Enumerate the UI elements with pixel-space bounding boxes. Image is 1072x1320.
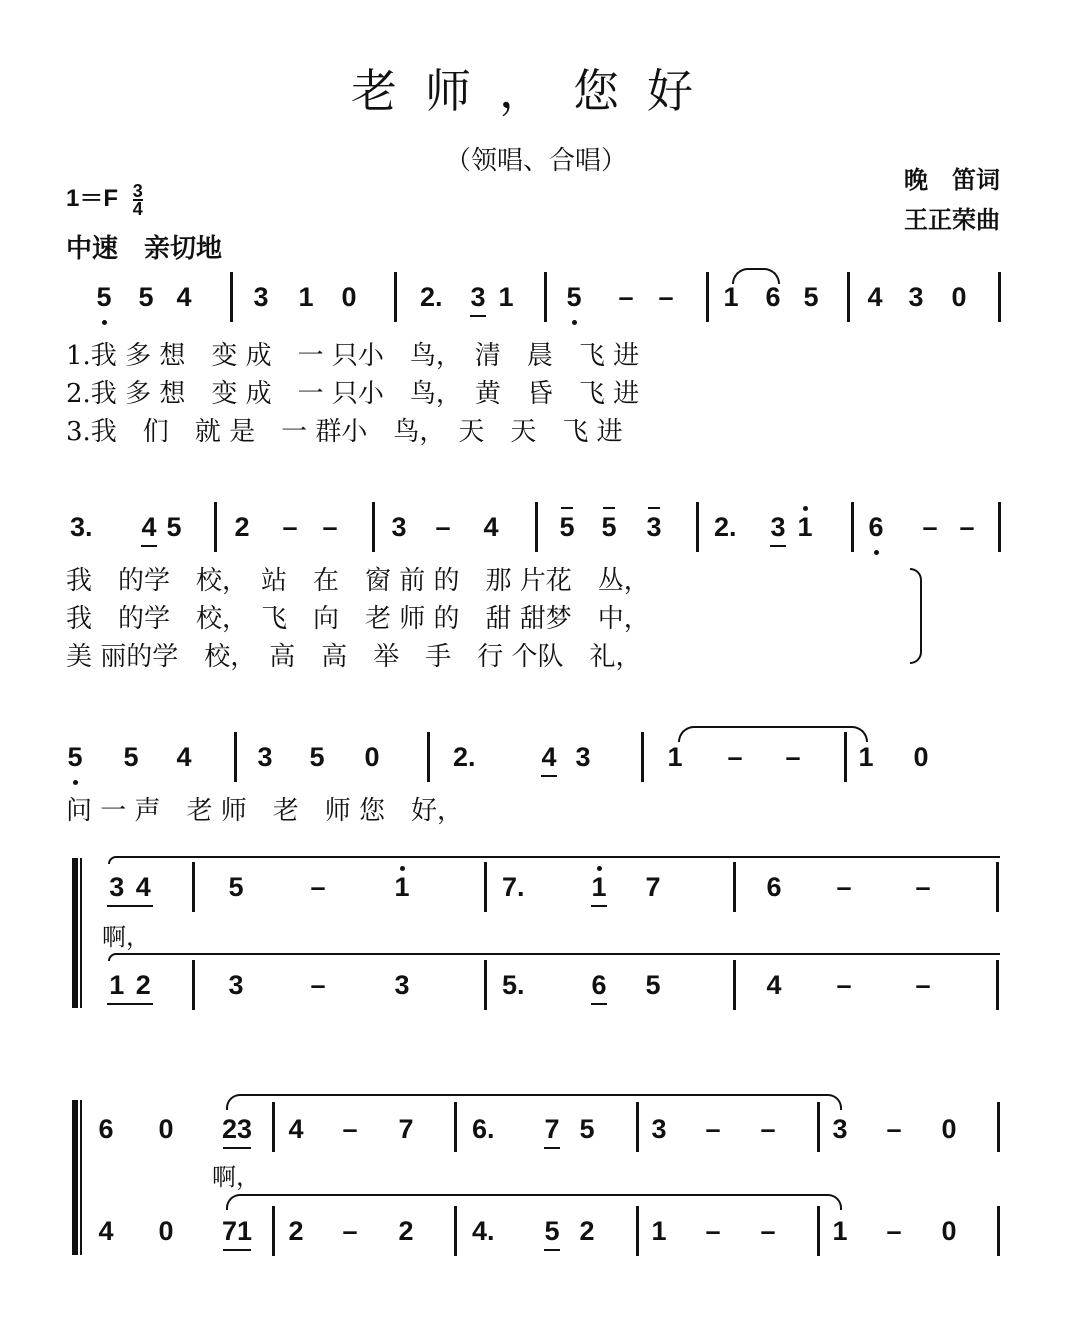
dash: – xyxy=(915,970,931,1000)
note: 6. xyxy=(472,1114,495,1144)
note: 1 xyxy=(794,512,816,543)
note: 7 xyxy=(398,1114,414,1144)
note: 3 xyxy=(228,970,244,1000)
note: 3 xyxy=(391,512,407,542)
barline xyxy=(706,272,709,322)
note: 4 xyxy=(176,742,192,772)
dash: – xyxy=(705,1114,721,1144)
note: 4 xyxy=(138,512,160,543)
phrase-slur-lower xyxy=(108,953,1000,961)
dash: – xyxy=(705,1216,721,1246)
note: 3 xyxy=(908,282,924,312)
note: 0 xyxy=(941,1114,957,1144)
note: 6 xyxy=(765,282,781,312)
note: 1 2 xyxy=(104,970,156,1001)
note: 5 xyxy=(579,1114,595,1144)
note: 4 xyxy=(176,282,192,312)
dash: – xyxy=(760,1216,776,1246)
note: 2 xyxy=(234,512,250,542)
note: 3 xyxy=(575,742,591,772)
note: 5 xyxy=(563,282,585,313)
dash: – xyxy=(760,1114,776,1144)
note: 5 xyxy=(138,282,154,312)
note: 3 xyxy=(832,1114,848,1144)
note: 0 xyxy=(341,282,357,312)
note: 4 xyxy=(288,1114,304,1144)
note: 3 xyxy=(467,282,489,313)
dash: – xyxy=(727,742,743,772)
note: 6 xyxy=(865,512,887,543)
dash: – xyxy=(658,282,674,312)
note: 5 xyxy=(803,282,819,312)
barline xyxy=(454,1206,457,1256)
note: 6 xyxy=(98,1114,114,1144)
dash: – xyxy=(886,1114,902,1144)
barline xyxy=(817,1102,820,1152)
barline xyxy=(394,272,397,322)
note: 4 xyxy=(483,512,499,542)
note: 5 xyxy=(123,742,139,772)
time-sig-bottom: 4 xyxy=(132,198,143,219)
dash: – xyxy=(342,1114,358,1144)
lyric-ah: 啊， xyxy=(102,923,150,951)
system-bracket xyxy=(72,1100,78,1255)
note: 5 xyxy=(309,742,325,772)
dash: – xyxy=(785,742,801,772)
slur xyxy=(732,268,780,284)
note: 3 xyxy=(257,742,273,772)
song-title: 老师，您好 xyxy=(351,64,721,118)
dash: – xyxy=(836,872,852,902)
note: 5 xyxy=(598,512,620,543)
note: 6 xyxy=(766,872,782,902)
note: 71 xyxy=(221,1216,253,1246)
barline xyxy=(535,502,538,552)
note: 5 xyxy=(228,872,244,902)
note: 5. xyxy=(502,970,525,1000)
dash: – xyxy=(322,512,338,542)
note: 3 xyxy=(394,970,410,1000)
dash: – xyxy=(342,1216,358,1246)
note: 0 xyxy=(913,742,929,772)
barline xyxy=(272,1206,275,1256)
note: 2 xyxy=(288,1216,304,1246)
barline xyxy=(847,272,850,322)
barline xyxy=(997,1102,1000,1152)
lyric-verse3: 3.我 们 就 是 一 群小 鸟， 天 天 飞 进 xyxy=(66,417,623,447)
note: 5 xyxy=(93,282,115,313)
barline xyxy=(454,1102,457,1152)
time-sig-top: 3 xyxy=(132,180,143,201)
note: 0 xyxy=(951,282,967,312)
phrase-slur-lower xyxy=(226,1194,842,1210)
barline xyxy=(544,272,547,322)
note: 2 xyxy=(398,1216,414,1246)
barline xyxy=(214,502,217,552)
song-subtitle: （领唱、合唱） xyxy=(444,146,627,176)
composer-credit: 王正荣曲 xyxy=(904,206,1000,234)
dash: – xyxy=(310,872,326,902)
note: 1 xyxy=(498,282,514,312)
barline xyxy=(997,1206,1000,1256)
key-signature xyxy=(66,178,143,217)
dash: – xyxy=(886,1216,902,1246)
dash: – xyxy=(435,512,451,542)
dash: – xyxy=(915,872,931,902)
note: 1 xyxy=(858,742,874,772)
note: 3 xyxy=(651,1114,667,1144)
lyric-verse1: 1.我 多 想 变 成 一 只小 鸟， 清 晨 飞 进 xyxy=(66,341,640,371)
lyric-verse2: 2.我 多 想 变 成 一 只小 鸟， 黄 昏 飞 进 xyxy=(66,379,640,409)
note: 4 xyxy=(538,742,560,773)
barline xyxy=(192,862,195,912)
note: 2 xyxy=(579,1216,595,1246)
dash: – xyxy=(922,512,938,542)
barline xyxy=(192,960,195,1010)
barline xyxy=(696,502,699,552)
note: 1 xyxy=(298,282,314,312)
note: 0 xyxy=(941,1216,957,1246)
barline xyxy=(817,1206,820,1256)
lyric-verse2: 我 的学 校， 飞 向 老 师 的 甜 甜梦 中， xyxy=(66,604,650,634)
note: 1 xyxy=(832,1216,848,1246)
barline xyxy=(733,862,736,912)
phrase-slur-upper xyxy=(108,856,1000,864)
note: 4 xyxy=(98,1216,114,1246)
dash: – xyxy=(310,970,326,1000)
note: 5 xyxy=(645,970,661,1000)
phrase-slur-upper xyxy=(226,1094,842,1110)
verse-brace xyxy=(910,568,922,664)
barline xyxy=(636,1102,639,1152)
note: 5 xyxy=(556,512,578,543)
system-bracket-thin xyxy=(80,858,82,1008)
note: 3 xyxy=(253,282,269,312)
barline xyxy=(427,732,430,782)
note: 0 xyxy=(158,1114,174,1144)
dash: – xyxy=(282,512,298,542)
note: 2. xyxy=(714,512,737,542)
lyricist-credit: 晚 笛词 xyxy=(904,166,1000,194)
barline xyxy=(484,862,487,912)
barline xyxy=(372,502,375,552)
note: 5 xyxy=(166,512,182,542)
note: 7 xyxy=(645,872,661,902)
barline xyxy=(484,960,487,1010)
note: 5 xyxy=(64,742,86,773)
time-signature xyxy=(132,180,143,219)
barline xyxy=(230,272,233,322)
note: 3 4 xyxy=(104,872,156,903)
barline xyxy=(998,502,1001,552)
dash: – xyxy=(959,512,975,542)
note: 23 xyxy=(221,1114,253,1144)
lyric-verse3: 美 丽的学 校， 高 高 举 手 行 个队 礼， xyxy=(66,642,642,672)
lyric-ah: 啊， xyxy=(212,1163,260,1191)
barline xyxy=(996,862,999,912)
note: 3 xyxy=(643,512,665,543)
barline xyxy=(998,272,1001,322)
note: 5 xyxy=(541,1216,563,1247)
tempo-marking: 中速 亲切地 xyxy=(66,234,223,264)
barline xyxy=(844,732,847,782)
barline xyxy=(733,960,736,1010)
note: 7 xyxy=(541,1114,563,1145)
note: 1 xyxy=(588,872,610,903)
note: 4. xyxy=(472,1216,495,1246)
note: 3 xyxy=(767,512,789,543)
note: 7. xyxy=(502,872,525,902)
barline xyxy=(641,732,644,782)
barline xyxy=(636,1206,639,1256)
note: 4 xyxy=(867,282,883,312)
note: 1 xyxy=(723,282,739,312)
note: 6 xyxy=(588,970,610,1001)
lyric-verse1: 我 的学 校， 站 在 窗 前 的 那 片花 丛， xyxy=(66,566,650,596)
dash: – xyxy=(836,970,852,1000)
barline xyxy=(234,732,237,782)
note: 4 xyxy=(766,970,782,1000)
note: 1 xyxy=(391,872,413,903)
note: 0 xyxy=(158,1216,174,1246)
note: 0 xyxy=(364,742,380,772)
note: 1 xyxy=(667,742,683,772)
lyric-line: 问 一 声 老 师 老 师 您 好， xyxy=(66,796,464,826)
system-bracket-thin xyxy=(80,1100,82,1255)
tie xyxy=(678,726,868,742)
note: 3. xyxy=(70,512,93,542)
note: 2. xyxy=(453,742,476,772)
system-bracket xyxy=(72,858,78,1008)
barline xyxy=(272,1102,275,1152)
note: 2. xyxy=(420,282,443,312)
note: 1 xyxy=(651,1216,667,1246)
barline xyxy=(851,502,854,552)
barline xyxy=(996,960,999,1010)
key-label: 1＝F xyxy=(66,185,119,212)
dash: – xyxy=(618,282,634,312)
